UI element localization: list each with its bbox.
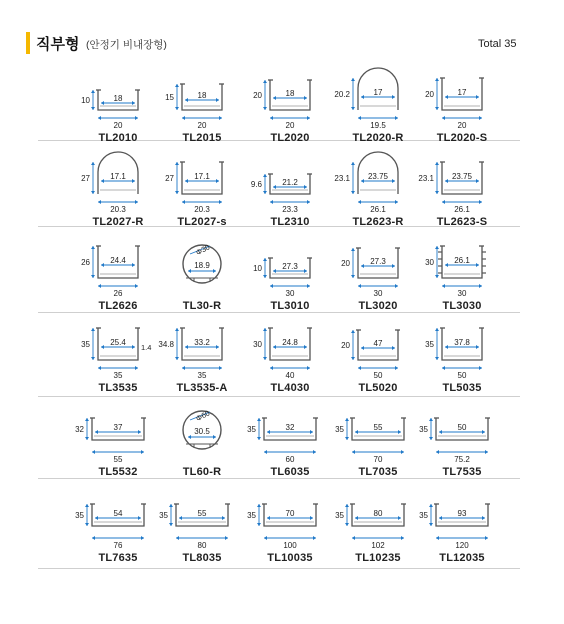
profile-drawing bbox=[336, 156, 420, 214]
width-label: 35 bbox=[113, 371, 123, 380]
width-label: 20 bbox=[285, 121, 295, 130]
profile-drawing bbox=[76, 492, 160, 550]
model-name: TL3535 bbox=[98, 382, 138, 394]
profile-drawing bbox=[76, 156, 160, 214]
profile-drawing bbox=[160, 492, 244, 550]
profile-drawing bbox=[420, 322, 504, 380]
inner-width-label: 27.3 bbox=[282, 262, 298, 271]
model-name: TL7535 bbox=[442, 466, 482, 478]
profile-item bbox=[160, 406, 244, 486]
profile-drawing bbox=[76, 240, 160, 298]
inner-width-label: 18 bbox=[197, 91, 207, 100]
width-label: 20 bbox=[113, 121, 123, 130]
profile-item bbox=[248, 322, 332, 402]
profile-drawing bbox=[336, 72, 420, 130]
height-label: 35 bbox=[425, 340, 434, 349]
profile-drawing bbox=[420, 492, 504, 550]
width-label: 50 bbox=[457, 371, 467, 380]
profile-item bbox=[248, 72, 332, 152]
model-name: TL10035 bbox=[267, 552, 313, 564]
profile-item bbox=[336, 322, 420, 402]
width-label: 20 bbox=[457, 121, 467, 130]
width-label: 26 bbox=[113, 289, 123, 298]
model-name: TL5532 bbox=[98, 466, 138, 478]
inner-width-label: 80 bbox=[373, 509, 383, 518]
model-name: TL60-R bbox=[182, 466, 222, 478]
profile-item bbox=[420, 406, 504, 486]
height-label: 10 bbox=[81, 96, 90, 105]
model-name: TL10235 bbox=[355, 552, 401, 564]
width-label: 75.2 bbox=[454, 455, 470, 464]
inner-width-label: 32 bbox=[285, 423, 295, 432]
model-name: TL5035 bbox=[442, 382, 482, 394]
profile-item bbox=[336, 406, 420, 486]
inner-width-label: 17 bbox=[373, 88, 383, 97]
width-label: 30 bbox=[285, 289, 295, 298]
profile-drawing bbox=[420, 240, 504, 298]
height-label: 32 bbox=[75, 425, 84, 434]
inner-width-label: 33.2 bbox=[194, 338, 210, 347]
total-count: Total 35 bbox=[478, 38, 517, 50]
width-label: 40 bbox=[285, 371, 295, 380]
diameter-label: Φ60 bbox=[194, 408, 212, 424]
inner-width-label: 55 bbox=[197, 509, 207, 518]
width-label: 76 bbox=[113, 541, 123, 550]
width-label: 100 bbox=[283, 541, 297, 550]
height-label: 20 bbox=[425, 90, 434, 99]
width-label: 102 bbox=[371, 541, 385, 550]
profile-item bbox=[160, 72, 244, 152]
width-label: 26.1 bbox=[370, 205, 386, 214]
profile-drawing bbox=[248, 406, 332, 464]
height-label: 10 bbox=[253, 264, 262, 273]
model-name: TL2015 bbox=[182, 132, 222, 144]
inner-width-label: 25.4 bbox=[110, 338, 126, 347]
profile-item bbox=[420, 492, 504, 572]
width-label: 70 bbox=[373, 455, 383, 464]
height-label: 20 bbox=[253, 91, 262, 100]
profile-item bbox=[420, 240, 504, 320]
height-label: 30 bbox=[425, 258, 434, 267]
profile-drawing bbox=[160, 240, 244, 298]
inner-width-label: 17 bbox=[457, 88, 467, 97]
model-name: TL7635 bbox=[98, 552, 138, 564]
model-name: TL4030 bbox=[270, 382, 310, 394]
inner-width-label: 37 bbox=[113, 423, 123, 432]
model-name: TL3010 bbox=[270, 300, 310, 312]
inner-width-label: 23.75 bbox=[451, 172, 473, 181]
model-name: TL2626 bbox=[98, 300, 138, 312]
model-name: TL6035 bbox=[270, 466, 310, 478]
inner-width-label: 24.4 bbox=[110, 256, 126, 265]
profile-drawing bbox=[248, 156, 332, 214]
model-name: TL2027-R bbox=[92, 216, 144, 228]
width-label: 50 bbox=[373, 371, 383, 380]
height-label: 35 bbox=[419, 511, 428, 520]
width-label: 35 bbox=[197, 371, 207, 380]
profile-drawing bbox=[160, 156, 244, 214]
profile-item bbox=[160, 240, 244, 320]
model-name: TL8035 bbox=[182, 552, 222, 564]
inner-width-label: 47 bbox=[373, 339, 383, 348]
height-label: 26 bbox=[81, 258, 90, 267]
profile-drawing bbox=[248, 322, 332, 380]
inner-width-label: 27.3 bbox=[370, 257, 386, 266]
profile-item bbox=[76, 322, 160, 402]
width-label: 80 bbox=[197, 541, 207, 550]
profile-drawing bbox=[160, 72, 244, 130]
profile-item bbox=[336, 72, 420, 152]
height-label: 35 bbox=[335, 425, 344, 434]
profile-item bbox=[160, 156, 244, 236]
height-label: 35 bbox=[81, 340, 90, 349]
page-title: 직부형 bbox=[36, 36, 80, 53]
model-name: TL2020-S bbox=[436, 132, 488, 144]
model-name: TL2310 bbox=[270, 216, 310, 228]
profile-drawing bbox=[76, 72, 160, 130]
profile-item bbox=[420, 72, 504, 152]
model-name: TL2020 bbox=[270, 132, 310, 144]
model-name: TL2020-R bbox=[352, 132, 404, 144]
height-label: 35 bbox=[419, 425, 428, 434]
inner-width-label: 18 bbox=[285, 89, 295, 98]
height-label: 20 bbox=[341, 259, 350, 268]
profile-drawing bbox=[76, 406, 160, 464]
profile-item bbox=[420, 156, 504, 236]
profile-item bbox=[420, 322, 504, 402]
model-name: TL3020 bbox=[358, 300, 398, 312]
width-label: 120 bbox=[455, 541, 469, 550]
profile-drawing bbox=[248, 240, 332, 298]
profile-item bbox=[160, 492, 244, 572]
inner-width-label: 17.1 bbox=[194, 172, 210, 181]
inner-width-label: 55 bbox=[373, 423, 383, 432]
profile-item bbox=[76, 492, 160, 572]
width-label: 55 bbox=[113, 455, 123, 464]
width-label: 20 bbox=[197, 121, 207, 130]
profile-item bbox=[336, 492, 420, 572]
profile-drawing bbox=[336, 240, 420, 298]
profile-item bbox=[160, 322, 244, 402]
height-label: 27 bbox=[165, 174, 174, 183]
profile-drawing bbox=[160, 322, 244, 380]
profile-item bbox=[76, 406, 160, 486]
width-label: 26.1 bbox=[454, 205, 470, 214]
profile-item bbox=[248, 492, 332, 572]
profile-item bbox=[76, 72, 160, 152]
height-label: 23.1 bbox=[418, 174, 434, 183]
inner-width-label: 93 bbox=[457, 509, 467, 518]
profile-drawing bbox=[336, 406, 420, 464]
profile-item bbox=[76, 156, 160, 236]
height-label: 35 bbox=[247, 511, 256, 520]
profile-drawing bbox=[160, 406, 244, 464]
profile-drawing bbox=[76, 322, 160, 380]
header-accent-bar bbox=[26, 32, 30, 54]
inner-width-label: 23.75 bbox=[367, 172, 389, 181]
inner-width-label: 17.1 bbox=[110, 172, 126, 181]
inner-width-label: 37.8 bbox=[454, 338, 470, 347]
model-name: TL2623-R bbox=[352, 216, 404, 228]
height-label: 30 bbox=[253, 340, 262, 349]
page-subtitle: (안정기 비내장형) bbox=[86, 39, 167, 51]
inner-width-label: 24.8 bbox=[282, 338, 298, 347]
model-name: TL30-R bbox=[182, 300, 222, 312]
inner-width-label: 54 bbox=[113, 509, 123, 518]
model-name: TL2010 bbox=[98, 132, 138, 144]
profile-item bbox=[248, 156, 332, 236]
profile-drawing bbox=[336, 322, 420, 380]
height-label: 15 bbox=[165, 93, 174, 102]
profile-drawing bbox=[420, 156, 504, 214]
inner-width-label: 21.2 bbox=[282, 178, 298, 187]
diameter-label: Φ30 bbox=[194, 242, 212, 258]
inner-width-label: 18.9 bbox=[194, 261, 210, 270]
profile-item bbox=[336, 240, 420, 320]
width-label: 30 bbox=[457, 289, 467, 298]
profile-item bbox=[76, 240, 160, 320]
width-label: 60 bbox=[285, 455, 295, 464]
width-label: 20.3 bbox=[110, 205, 126, 214]
model-name: TL2623-S bbox=[436, 216, 488, 228]
profile-drawing bbox=[248, 72, 332, 130]
width-label: 19.5 bbox=[370, 121, 386, 130]
width-label: 30 bbox=[373, 289, 383, 298]
inner-width-label: 50 bbox=[457, 423, 467, 432]
height-label: 35 bbox=[159, 511, 168, 520]
model-name: TL2027-s bbox=[177, 216, 227, 228]
profile-drawing bbox=[420, 406, 504, 464]
model-name: TL7035 bbox=[358, 466, 398, 478]
profile-item bbox=[248, 406, 332, 486]
profile-drawing bbox=[248, 492, 332, 550]
profile-item bbox=[248, 240, 332, 320]
profile-drawing bbox=[336, 492, 420, 550]
profile-item bbox=[336, 156, 420, 236]
height-label: 23.1 bbox=[334, 174, 350, 183]
height-label: 9.6 bbox=[250, 180, 262, 189]
height-label: 35 bbox=[247, 425, 256, 434]
inner-width-label: 70 bbox=[285, 509, 295, 518]
side-label: 1.4 bbox=[141, 343, 152, 352]
height-label: 20 bbox=[341, 341, 350, 350]
model-name: TL3030 bbox=[442, 300, 482, 312]
profile-drawing bbox=[420, 72, 504, 130]
width-label: 20.3 bbox=[194, 205, 210, 214]
model-name: TL5020 bbox=[358, 382, 398, 394]
height-label: 34.8 bbox=[158, 340, 174, 349]
height-label: 20.2 bbox=[334, 90, 350, 99]
height-label: 35 bbox=[335, 511, 344, 520]
inner-width-label: 26.1 bbox=[454, 256, 470, 265]
inner-width-label: 30.5 bbox=[194, 427, 210, 436]
inner-width-label: 18 bbox=[113, 94, 123, 103]
width-label: 23.3 bbox=[282, 205, 298, 214]
model-name: TL3535-A bbox=[176, 382, 228, 394]
model-name: TL12035 bbox=[439, 552, 485, 564]
height-label: 27 bbox=[81, 174, 90, 183]
height-label: 35 bbox=[75, 511, 84, 520]
